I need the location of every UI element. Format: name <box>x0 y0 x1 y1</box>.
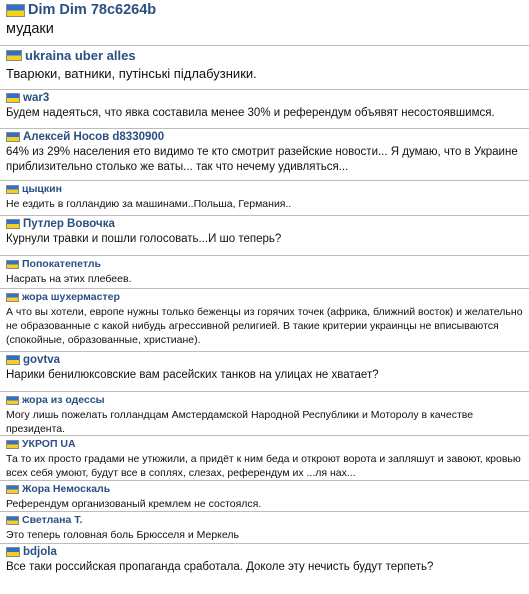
ukraine-flag-icon <box>6 485 19 494</box>
comment-author[interactable]: govtva <box>23 354 61 366</box>
comment-text: Тварюки, ватники, путінські підлабузники. <box>6 66 257 81</box>
comment-item <box>0 436 529 481</box>
comment-header <box>6 354 523 366</box>
comment-author[interactable]: Жора Немоскаль <box>22 483 111 495</box>
comment-item <box>0 46 529 90</box>
ukraine-flag-icon <box>6 260 19 269</box>
comment-author[interactable]: Светлана Т. <box>22 514 83 526</box>
comment-header <box>6 48 523 63</box>
comment-item <box>0 256 529 289</box>
ukraine-flag-icon <box>6 355 20 365</box>
comment-text: Это теперь головная боль Брюсселя и Меркель <box>6 529 239 541</box>
comment-header <box>6 218 523 230</box>
comment-item <box>0 216 529 256</box>
comment-author[interactable]: УКРОП UA <box>22 438 76 450</box>
comment-text: Будем надеяться, что явка составила менее 30% и референдум объявят несостоявшимся. <box>6 107 495 119</box>
ukraine-flag-icon <box>6 50 22 61</box>
comment-author[interactable]: Алексей Носов d8330900 <box>23 131 165 143</box>
comment-author[interactable]: жора из одессы <box>22 394 105 406</box>
comment-author[interactable]: Dim Dim 78c6264b <box>28 2 157 18</box>
comment-text: Насрать на этих плебеев. <box>6 273 132 285</box>
comment-header <box>6 2 523 18</box>
comment-header <box>6 291 523 303</box>
ukraine-flag-icon <box>6 516 19 525</box>
ukraine-flag-icon <box>6 293 19 302</box>
comment-text: А что вы хотели, европе нужны только беженцы из горячих точек (африка, ближний восток) и желательно не образованные с какой нибудь агрессивной религией. В такие критерии украинцы не вписываются (спокойные, образованные, христиане). <box>6 306 523 346</box>
comment-item <box>0 392 529 436</box>
comment-author[interactable]: war3 <box>23 92 50 104</box>
comment-author[interactable]: жора шухермастер <box>22 291 120 303</box>
comment-item <box>0 129 529 181</box>
comment-item <box>0 90 529 129</box>
comment-header <box>6 258 523 270</box>
comment-text: Курнули травки и пошли голосовать...И шо теперь? <box>6 233 282 245</box>
comment-header <box>6 438 523 450</box>
comment-text: Все таки российская пропаганда сработала. Доколе эту нечисть будут терпеть? <box>6 561 434 573</box>
ukraine-flag-icon <box>6 93 20 103</box>
comment-text: Та то их просто градами не утюжили, а придёт к ним беда и откроют ворота и запляшут и завоют, кровью всех себя умоют, будут все в соплях, слезах, референдум их ...ля нах... <box>6 453 521 479</box>
ukraine-flag-icon <box>6 219 20 229</box>
comment-author[interactable]: ukraina uber alles <box>25 48 136 63</box>
comment-author[interactable]: Путлер Вовочка <box>23 218 115 230</box>
comment-author[interactable]: Попокатепетль <box>22 258 101 270</box>
comment-text: Могу лишь пожелать голландцам Амстердамской Народной Республики и Моторолу в качестве президента. <box>6 409 474 435</box>
comment-item <box>0 181 529 216</box>
comment-author[interactable]: bdjola <box>23 546 57 558</box>
comment-item <box>0 289 529 352</box>
comment-item <box>0 481 529 512</box>
comment-header <box>6 394 523 406</box>
ukraine-flag-icon <box>6 185 19 194</box>
ukraine-flag-icon <box>6 132 20 142</box>
ukraine-flag-icon <box>6 4 25 17</box>
comment-text: Нарики бенилюксовские вам расейских танков на улицах не хватает? <box>6 369 379 381</box>
comment-item <box>0 352 529 392</box>
ukraine-flag-icon <box>6 396 19 405</box>
comment-item <box>0 512 529 544</box>
comment-text: 64% из 29% населения ето видимо те кто смотрит разейские новости... Я думаю, что в Украине приблизительно столько же ваты... так что нечему удивляться... <box>6 146 518 173</box>
comment-item <box>0 544 529 584</box>
ukraine-flag-icon <box>6 440 19 449</box>
comment-header <box>6 92 523 104</box>
comment-text: Не ездить в голландию за машинами..Польша, Германия.. <box>6 198 292 210</box>
comment-item <box>0 0 529 46</box>
comment-header <box>6 483 523 495</box>
comment-header <box>6 514 523 526</box>
ukraine-flag-icon <box>6 547 20 557</box>
comment-header <box>6 131 523 143</box>
comment-text: мудаки <box>6 21 54 37</box>
comment-text: Референдум организованый кремлем не состоялся. <box>6 498 262 510</box>
comment-header <box>6 183 523 195</box>
comment-author[interactable]: цыцкин <box>22 183 62 195</box>
comment-header <box>6 546 523 558</box>
